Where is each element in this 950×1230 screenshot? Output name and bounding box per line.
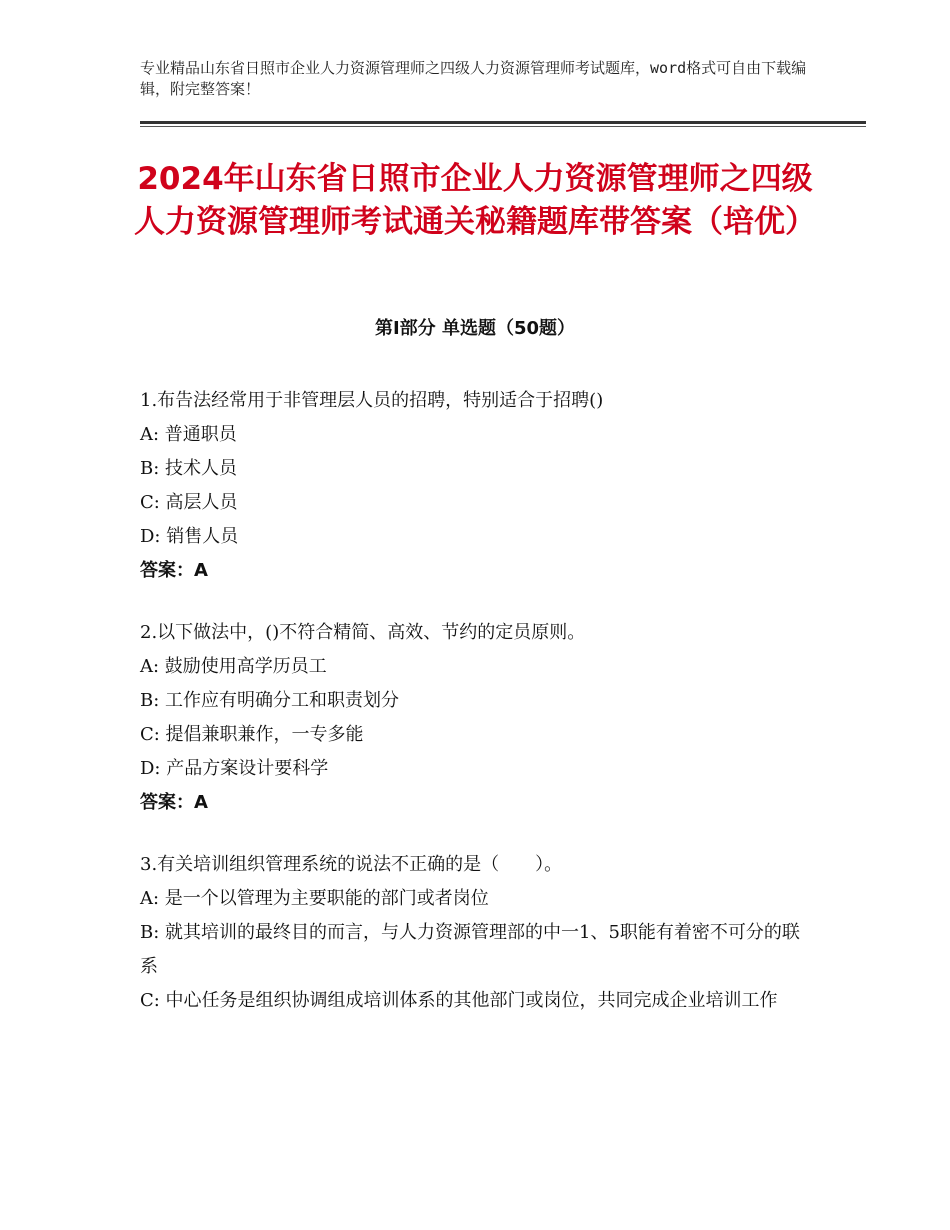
option-c: C: 中心任务是组织协调组成培训体系的其他部门或岗位，共同完成企业培训工作 bbox=[140, 990, 778, 1011]
question-2 bbox=[140, 616, 810, 820]
option-d: D: 产品方案设计要科学 bbox=[140, 758, 329, 779]
question-1 bbox=[140, 384, 810, 588]
option-b: B: 技术人员 bbox=[140, 458, 238, 479]
section-title: 第Ⅰ部分 单选题（50题） bbox=[374, 318, 575, 339]
option-c: C: 提倡兼职兼作，一专多能 bbox=[140, 724, 364, 745]
document-title: 2024年山东省日照市企业人力资源管理师之四级人力资源管理师考试通关秘籍题库带答案（培优） bbox=[134, 161, 816, 240]
header-divider-thick bbox=[140, 121, 866, 124]
answer-line: 答案：A bbox=[140, 560, 208, 581]
option-b: B: 就其培训的最终目的而言，与人力资源管理部的中一1、5职能有着密不可分的联系 bbox=[140, 922, 800, 977]
option-a: A: 普通职员 bbox=[140, 424, 237, 445]
option-d: D: 销售人员 bbox=[140, 526, 239, 547]
option-a: A: 是一个以管理为主要职能的部门或者岗位 bbox=[140, 888, 489, 909]
header-divider-thin bbox=[140, 126, 866, 127]
answer-line: 答案：A bbox=[140, 792, 208, 813]
question-stem: 1.布告法经常用于非管理层人员的招聘，特别适合于招聘() bbox=[140, 390, 604, 411]
question-stem: 3.有关培训组织管理系统的说法不正确的是（ ）。 bbox=[140, 854, 563, 875]
option-b: B: 工作应有明确分工和职责划分 bbox=[140, 690, 400, 711]
question-list bbox=[140, 384, 810, 1046]
question-stem: 2.以下做法中，()不符合精简、高效、节约的定员原则。 bbox=[140, 622, 586, 643]
option-a: A: 鼓励使用高学历员工 bbox=[140, 656, 327, 677]
header-note: 专业精品山东省日照市企业人力资源管理师之四级人力资源管理师考试题库，word格式可自由下载编辑，附完整答案！ bbox=[140, 59, 807, 98]
option-c: C: 高层人员 bbox=[140, 492, 238, 513]
question-3 bbox=[140, 848, 810, 1018]
